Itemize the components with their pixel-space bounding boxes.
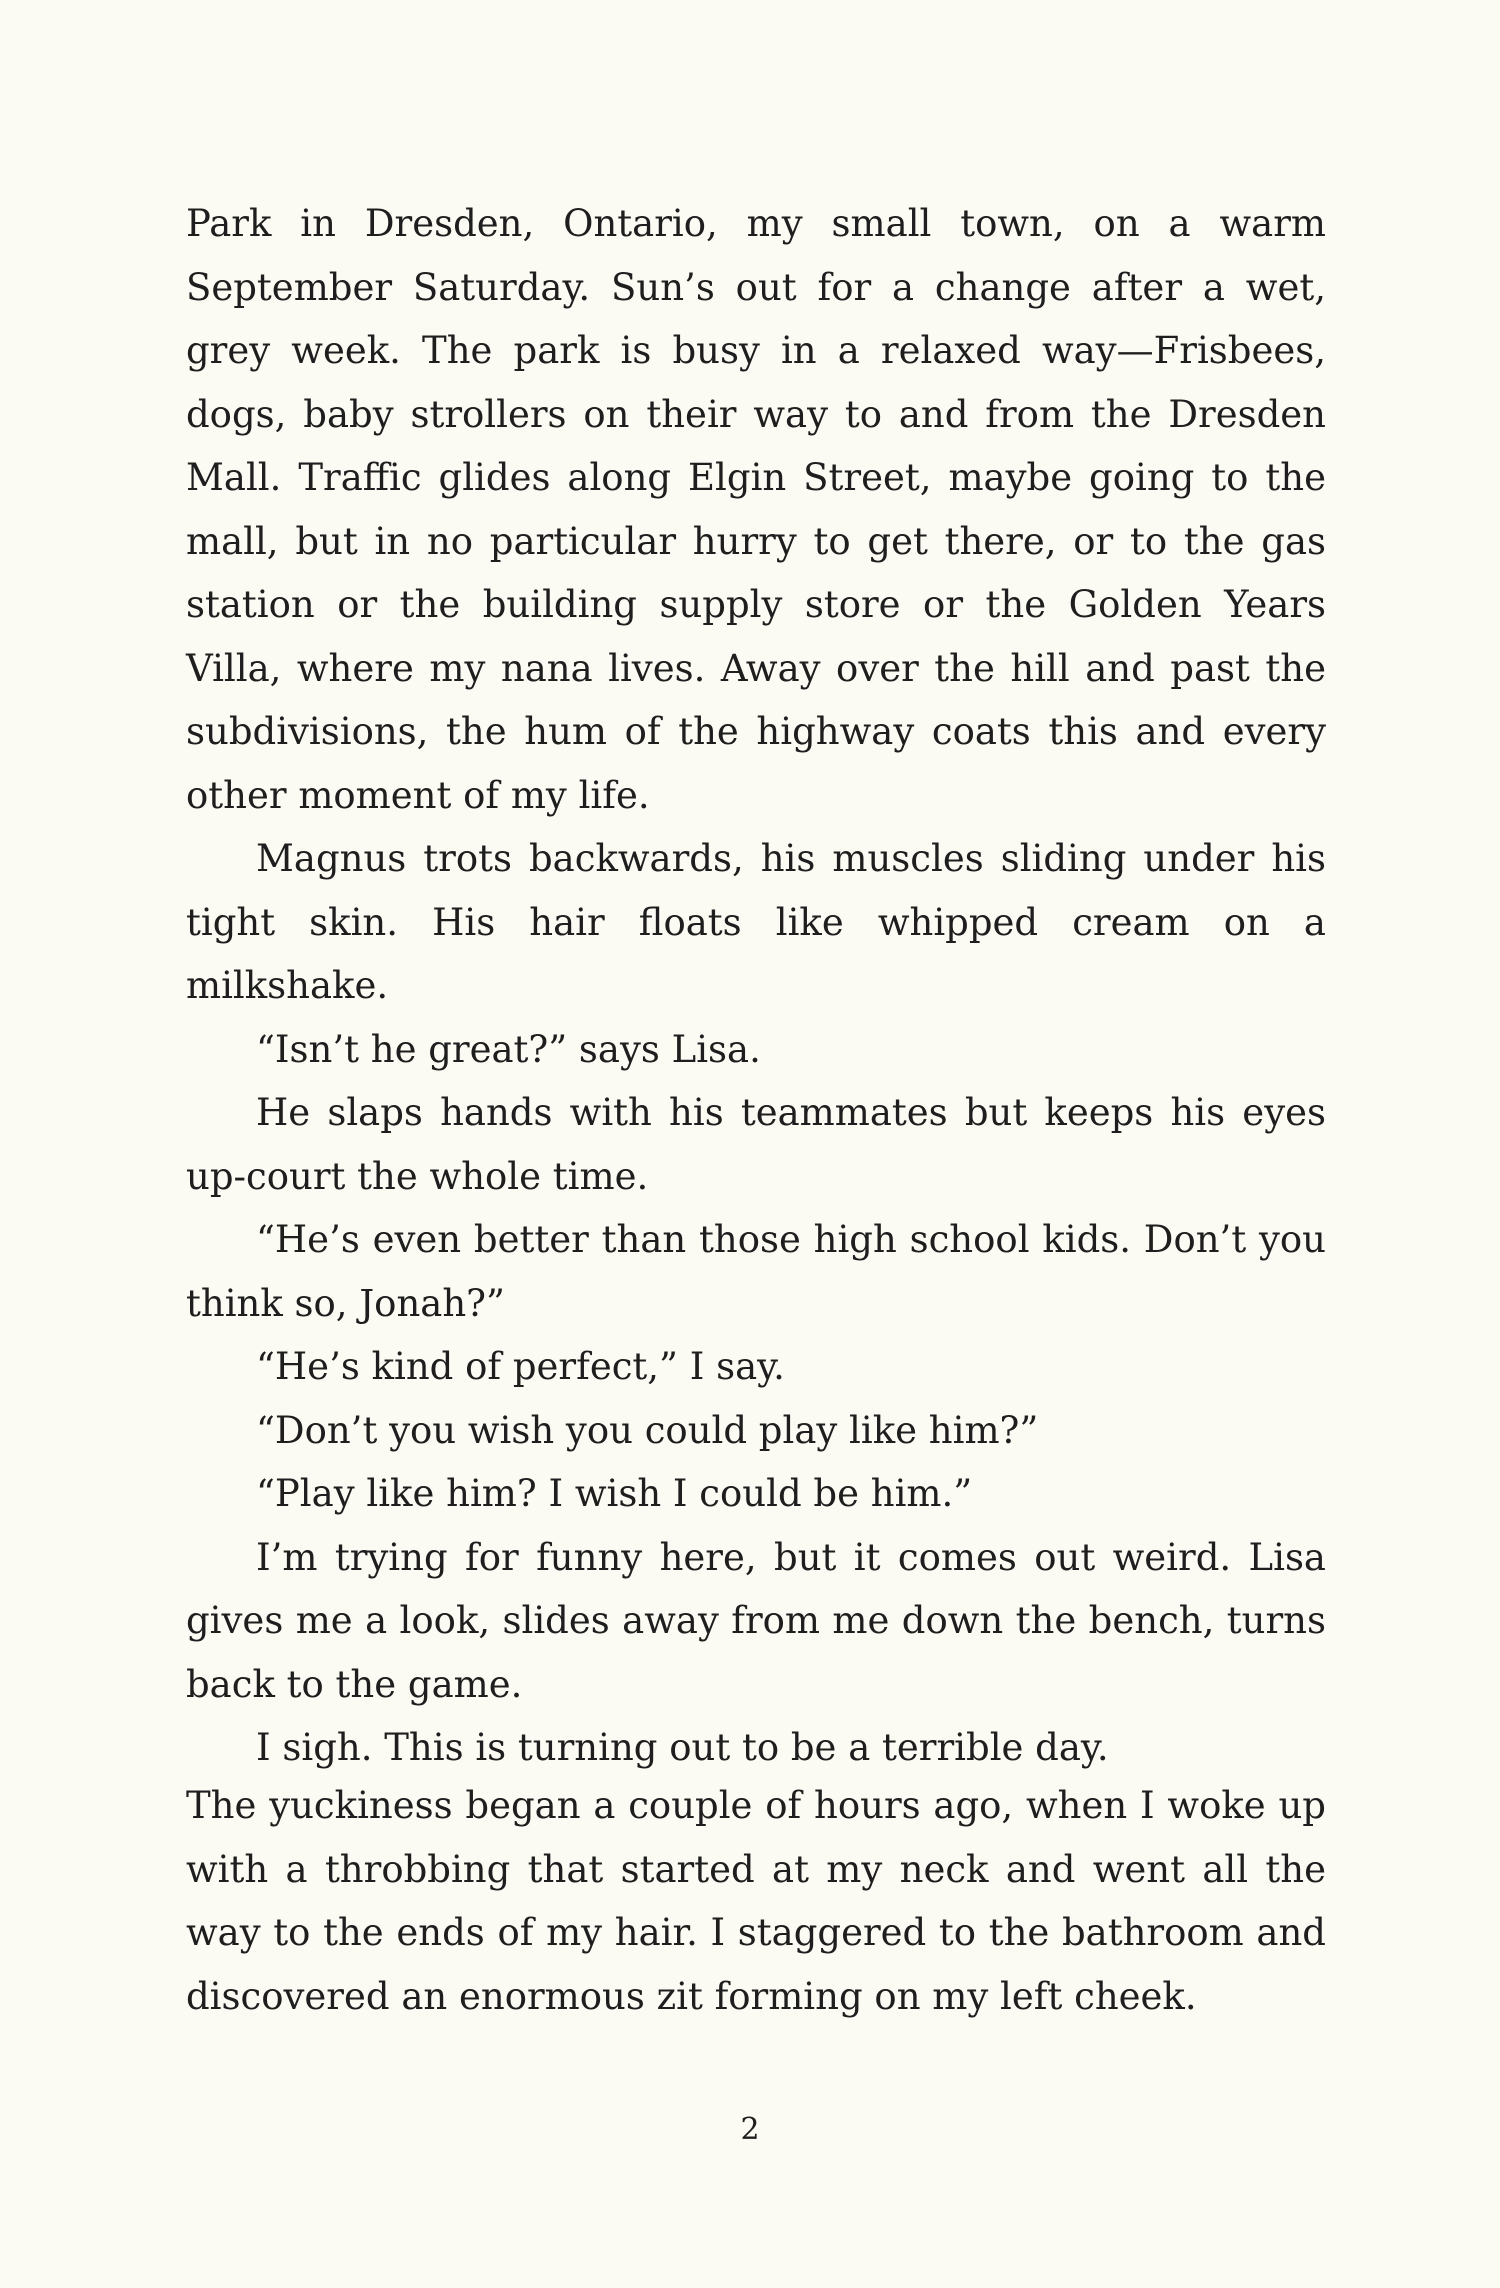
paragraph: He slaps hands with his teammates but keeps his eyes up-court the whole time. (186, 1091, 1326, 1198)
paragraph: “Isn’t he great?” says Lisa. (256, 1027, 761, 1071)
paragraph: I’m trying for funny here, but it comes out weird. Lisa gives me a look, slides away from me down the bench, turns back to the game. (186, 1535, 1326, 1706)
paragraph: Park in Dresden, Ontario, my small town, on a warm September Saturday. Sun’s out for a change after a wet, grey week. The park is busy in a relaxed way—Frisbees, dogs, baby strollers on their way to and from the Dresden Mall. Traffic glides along Elgin Street, maybe going to the mall, but in no particular hurry to get there, or to the gas station or the building supply store or the Golden Years Villa, where my nana lives. Away over the hill and past the subdivisions, the hum of the highway coats this and every other moment of my life. (186, 202, 1326, 817)
paragraph: “He’s kind of perfect,” I say. (256, 1345, 785, 1388)
paragraph: Magnus trots backwards, his muscles sliding under his tight skin. His hair floats like whipped cream on a milkshake. (186, 837, 1326, 1007)
paragraph: “Play like him? I wish I could be him.” (256, 1472, 973, 1515)
paragraph: The yuckiness began a couple of hours ago, when I woke up with a throbbing that started at my neck and went all the way to the ends of my hair. I staggered to the bathroom and discovered an enormous zit forming on my left cheek. (186, 1784, 1326, 2018)
paragraph: “Don’t you wish you could play like him?” (256, 1408, 1039, 1452)
text-section-1 (186, 192, 1326, 1780)
paragraph: I sigh. This is turning out to be a terrible day. (256, 1726, 1109, 1769)
paragraph: “He’s even better than those high school kids. Don’t you think so, Jonah?” (186, 1218, 1326, 1325)
text-section-2 (186, 1774, 1326, 2028)
page-number: 2 (740, 2112, 760, 2147)
